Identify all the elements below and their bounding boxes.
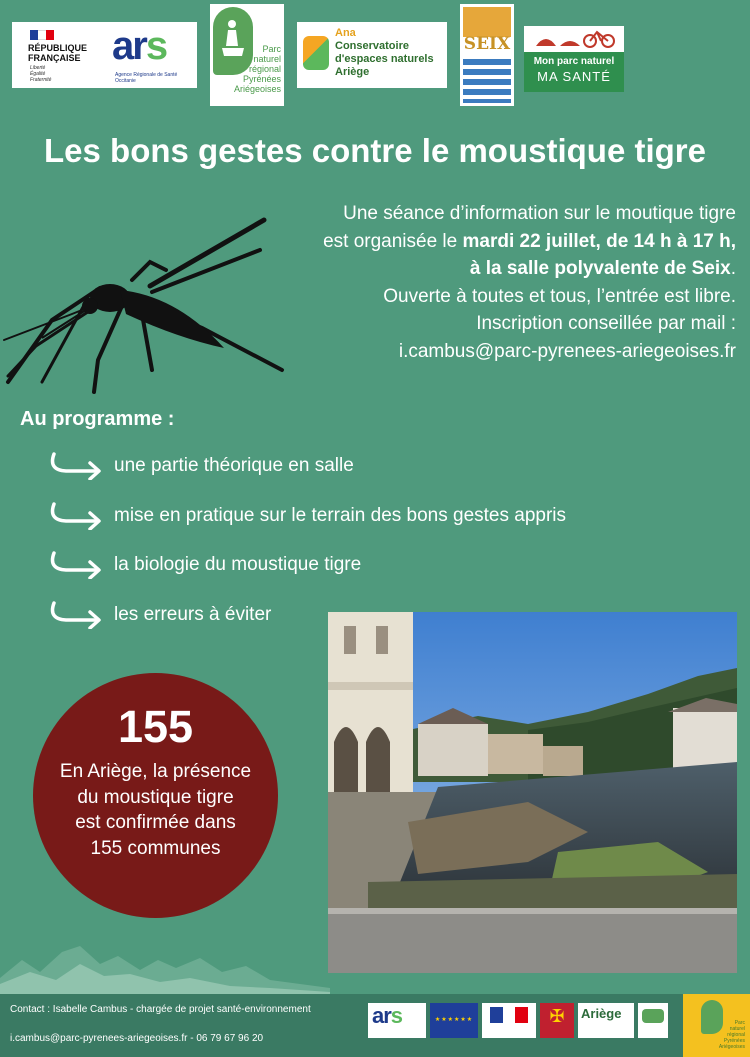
- page-title: Les bons gestes contre le moustique tigre: [44, 132, 706, 169]
- info-email[interactable]: i.cambus@parc-pyrenees-ariegeoises.fr: [398, 340, 736, 362]
- occitanie-logo: [540, 1003, 574, 1038]
- footer-pnr-logo: [683, 994, 750, 1057]
- curved-arrow-icon: [46, 601, 104, 629]
- footer-contact: Contact : Isabelle Cambus - chargée de projet santé-environnement: [10, 1004, 311, 1015]
- stat-circle: [33, 673, 278, 918]
- river-village-photo: [328, 612, 737, 973]
- republique-title: RÉPUBLIQUE FRANÇAISE: [28, 43, 88, 63]
- footer-pnr-text: Parc naturel régional Pyrénées Ariégeoises: [718, 1020, 745, 1050]
- ars-wordmark: ars: [112, 24, 167, 68]
- ana-text: Ana Conservatoire d'espaces naturels Ariège: [335, 27, 434, 78]
- mosquito-silhouette-icon: [2, 210, 287, 395]
- curved-arrow-icon: [46, 502, 104, 530]
- seix-word: SEIX: [463, 34, 511, 54]
- curved-arrow-icon: [46, 452, 104, 480]
- seix-mountain-icon: [463, 7, 511, 37]
- curved-arrow-icon: [46, 551, 104, 579]
- pnr-text: Parc naturel régional Pyrénées Ariégeoises: [233, 44, 281, 94]
- ana-emblem-icon: [303, 36, 329, 70]
- republique-motto: Liberté Égalité Fraternité: [30, 65, 52, 83]
- bike-icon: [524, 26, 624, 52]
- list-item: [46, 502, 686, 552]
- ana-logo: [297, 22, 447, 88]
- ariege-logo: Ariège: [578, 1003, 634, 1038]
- occitan-cross-icon: ✠: [549, 1006, 565, 1026]
- stat-value: 155: [117, 701, 194, 752]
- pnr-logo: [210, 4, 284, 106]
- program-item-text: la biologie du moustique tigre: [114, 554, 362, 575]
- ars-partner-logo: ars: [368, 1003, 426, 1038]
- partner-logos: [368, 1003, 668, 1038]
- seix-logo: [460, 4, 514, 106]
- parc-logo: [638, 1003, 668, 1038]
- info-line-2: est organisée le mardi 22 juillet, de 14 h à 17 h,: [323, 230, 736, 252]
- event-info: [266, 200, 736, 365]
- info-line-3: à la salle polyvalente de Seix.: [469, 258, 736, 279]
- info-line-4: Ouverte à toutes et tous, l’entrée est libre.: [383, 285, 736, 307]
- mon-parc-ma-sante-logo: [524, 26, 624, 92]
- french-flag-icon: [30, 30, 54, 40]
- program-item-text: les erreurs à éviter: [114, 603, 272, 625]
- republique-ars-logo: [12, 22, 197, 88]
- republique-francaise-logo: [482, 1003, 536, 1038]
- eu-flag-icon: ★★★★★★: [430, 1003, 478, 1038]
- seix-fish-icon: [463, 59, 511, 103]
- mon-parc-band: Mon parc naturel MA SANTÉ: [524, 52, 624, 92]
- footer-email-phone[interactable]: i.cambus@parc-pyrenees-ariegeoises.fr - 06 79 67 96 20: [10, 1033, 264, 1044]
- header-logo-bar: [0, 0, 750, 110]
- program-item-text: une partie théorique en salle: [114, 455, 354, 476]
- stat-description: En Ariège, la présence du moustique tigre est confirmée dans 155 communes: [59, 761, 252, 859]
- list-item: [46, 551, 686, 601]
- mountain-silhouette-icon: [0, 938, 330, 994]
- info-line-5: Inscription conseillée par mail :: [476, 313, 736, 334]
- program-heading: Au programme :: [20, 408, 175, 430]
- list-item: [46, 452, 686, 502]
- footer: [0, 994, 750, 1057]
- ars-subtitle: Agence Régionale de Santé Occitanie: [115, 72, 178, 84]
- program-item-text: mise en pratique sur le terrain des bons gestes appris: [114, 504, 567, 526]
- info-line-1: Une séance d’information sur le moutique tigre: [343, 203, 736, 224]
